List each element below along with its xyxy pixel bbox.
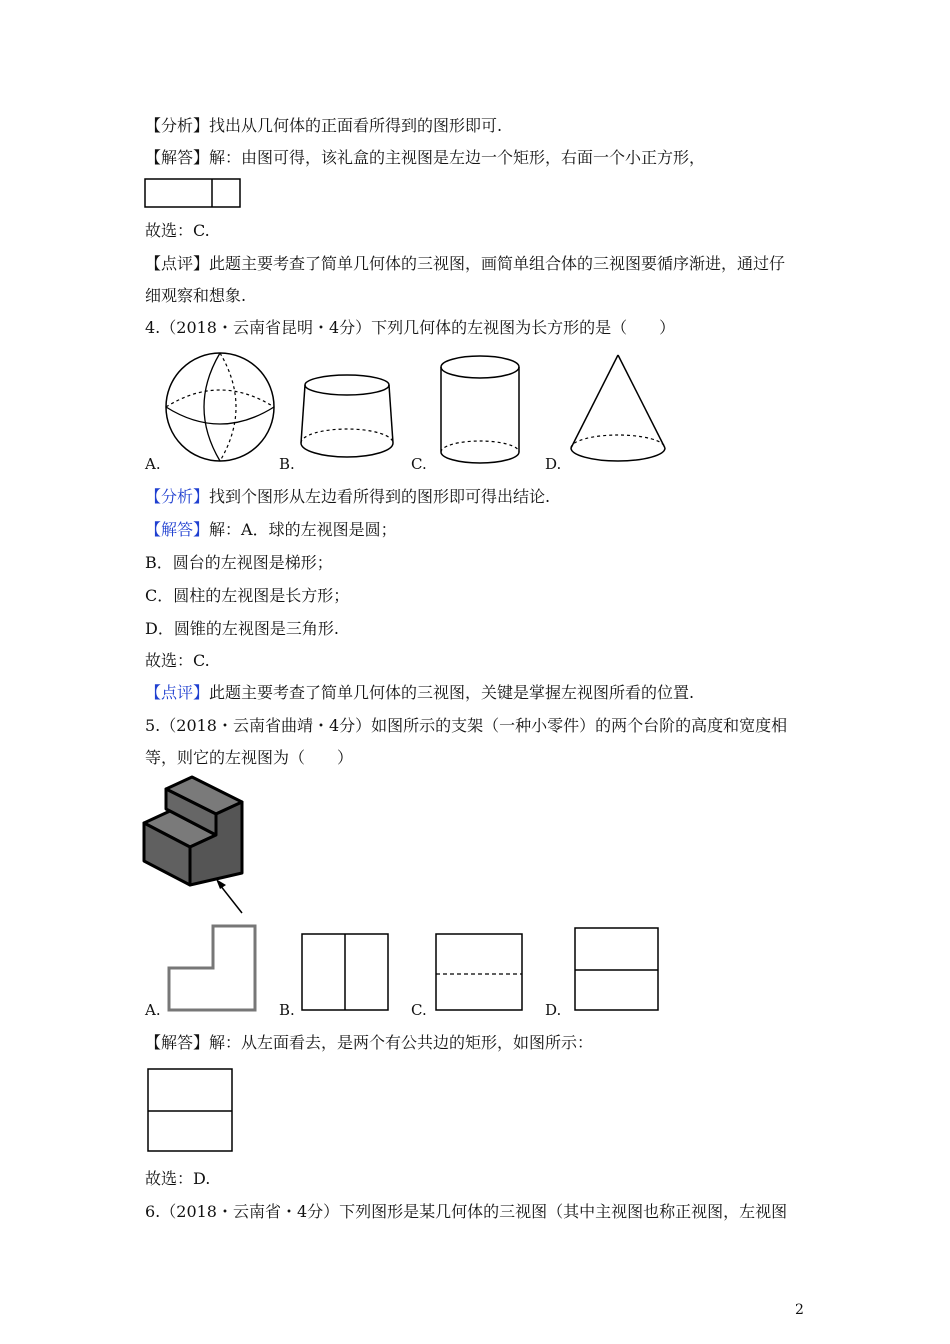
analysis-text: 找出从几何体的正面看所得到的图形即可. [209, 116, 503, 135]
step-bracket-figure [140, 775, 270, 915]
q5-option-b-label: B. [279, 1001, 295, 1019]
q4-answer [145, 519, 397, 541]
comment-text: 此题主要考查了简单几何体的三视图，关键是掌握左视图所看的位置. [209, 683, 695, 702]
q5-answer [145, 1032, 593, 1054]
q5-option-c-label: C. [411, 1001, 427, 1019]
q3-comment [145, 253, 785, 275]
q4-solids-figure [160, 345, 670, 470]
q5-stem-cont: 等，则它的左视图为（ ） [145, 748, 354, 767]
left-view-answer-figure [146, 1067, 236, 1155]
q4-comment [145, 682, 694, 704]
q5-choice: 故选：D. [145, 1169, 211, 1188]
page-number: 2 [795, 1302, 804, 1318]
answer-text: 解：从左面看去，是两个有公共边的矩形，如图所示： [209, 1033, 594, 1052]
analysis-tag: 【分析】 [145, 116, 210, 135]
q3-analysis [145, 115, 502, 137]
q3-comment-cont: 细观察和想象. [145, 286, 247, 305]
answer-text: 解：由图可得，该礼盒的主视图是左边一个矩形，右面一个小正方形， [209, 148, 706, 167]
q5-option-d-label: D. [545, 1001, 562, 1019]
frustum-icon [301, 375, 393, 457]
cylinder-icon [441, 356, 519, 463]
answer-tag: 【解答】 [145, 148, 210, 167]
sphere-icon [166, 353, 274, 461]
q4-option-d-label: D. [545, 455, 562, 473]
q4-stem: 4.（2018・云南省昆明・4分）下列几何体的左视图为长方形的是（ ） [145, 318, 676, 337]
q4-option-b-label: B. [279, 455, 295, 473]
answer-tag: 【解答】 [145, 520, 210, 539]
q4-line-c: C．圆柱的左视图是长方形； [145, 586, 350, 605]
gift-box-front-view-figure [144, 178, 244, 210]
q4-option-a-label: A. [145, 455, 161, 473]
answer-tag: 【解答】 [145, 1033, 210, 1052]
q4-line-b: B．圆台的左视图是梯形； [145, 553, 333, 572]
q5-option-a-label: A. [145, 1001, 161, 1019]
comment-tag: 【点评】 [145, 683, 210, 702]
analysis-tag: 【分析】 [145, 487, 210, 506]
analysis-text: 找到个图形从左边看所得到的图形即可得出结论. [209, 487, 551, 506]
q4-option-c-label: C. [411, 455, 427, 473]
q3-choice: 故选：C. [145, 221, 210, 240]
q3-answer [145, 147, 705, 169]
cone-icon [571, 355, 665, 461]
q4-analysis [145, 486, 550, 508]
q4-line-d: D．圆锥的左视图是三角形. [145, 619, 339, 638]
answer-text: 解：A．球的左视图是圆； [209, 520, 397, 539]
comment-text: 此题主要考查了简单几何体的三视图，画简单组合体的三视图要循序渐进，通过仔 [209, 254, 786, 273]
q6-stem: 6.（2018・云南省・4分）下列图形是某几何体的三视图（其中主视图也称正视图，左视图 [145, 1202, 788, 1221]
comment-tag: 【点评】 [145, 254, 210, 273]
q4-choice: 故选：C. [145, 651, 210, 670]
q5-stem: 5.（2018・云南省曲靖・4分）如图所示的支架（一种小零件）的两个台阶的高度和宽度相 [145, 716, 788, 735]
